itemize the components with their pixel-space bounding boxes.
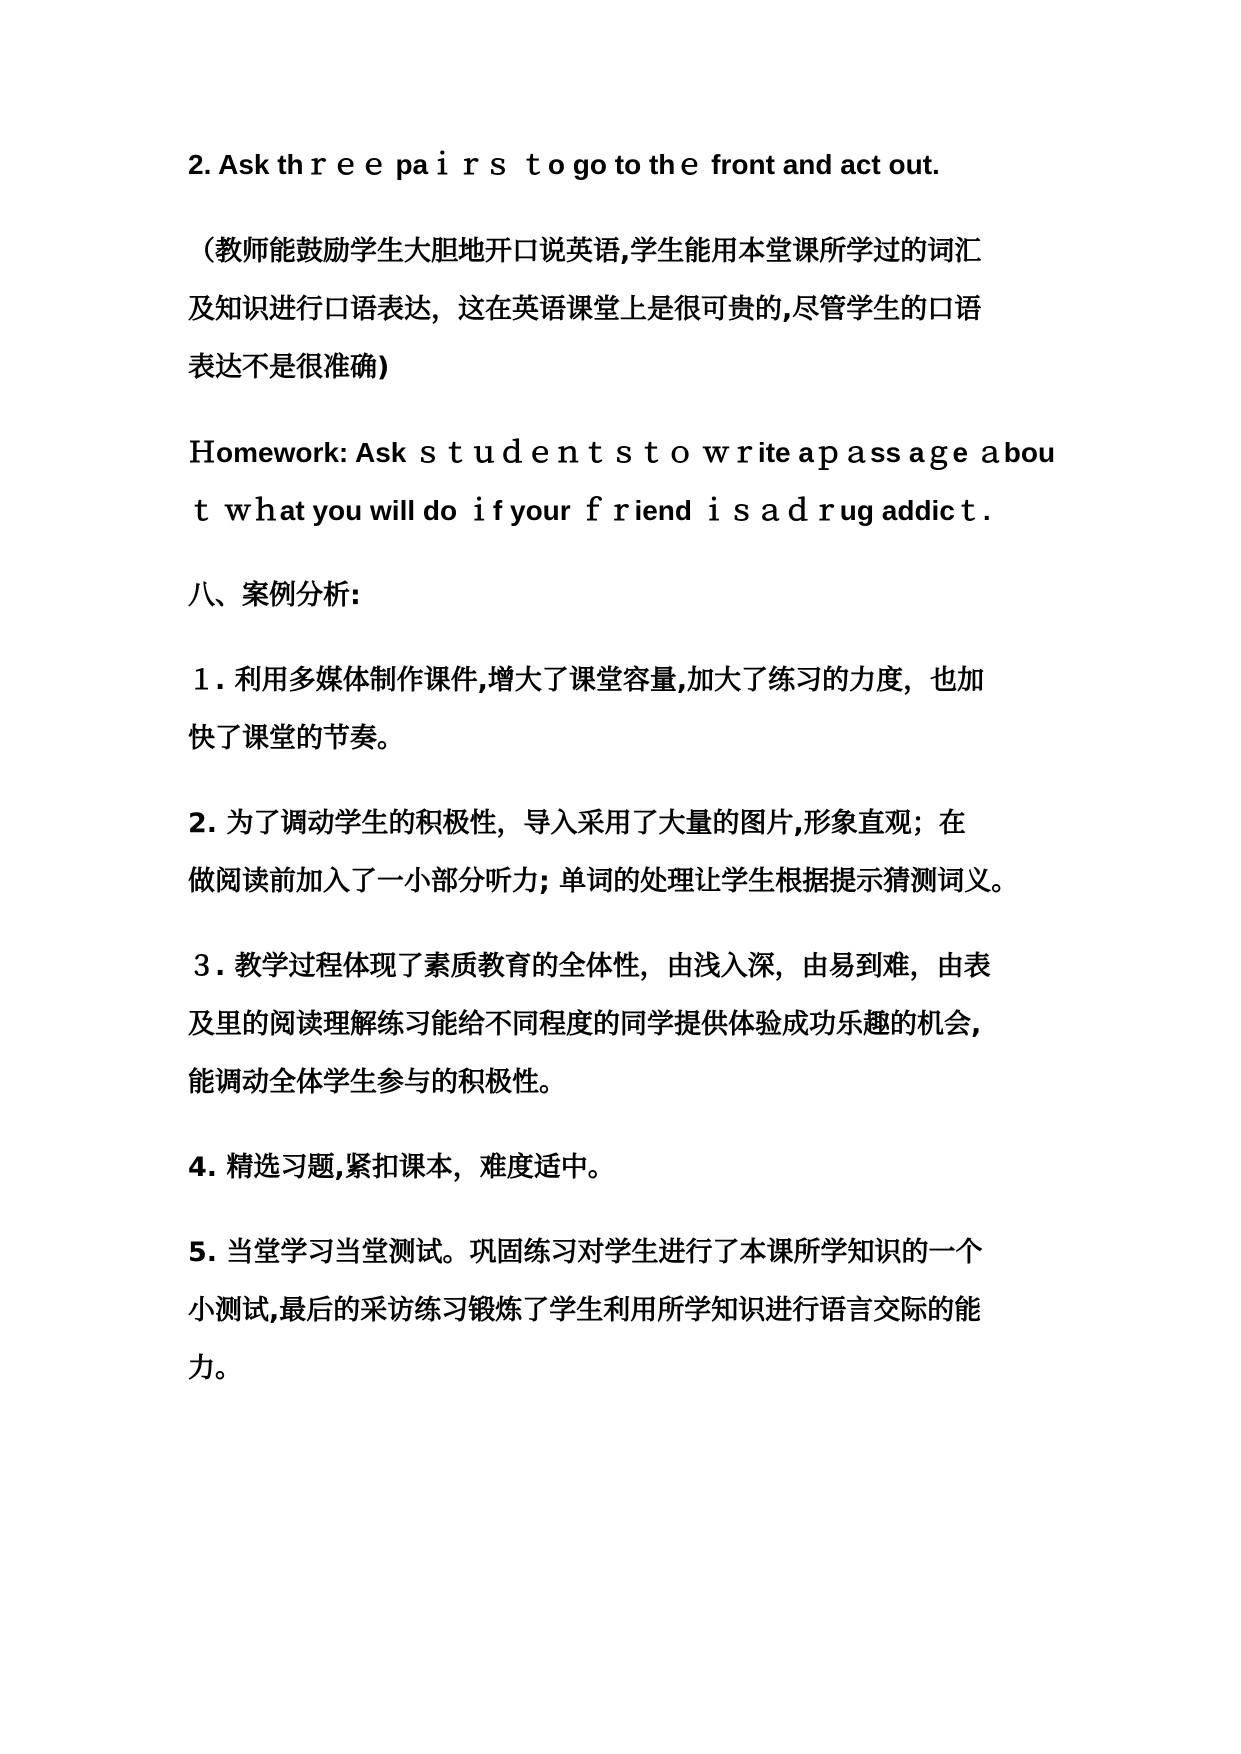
teacher-comment-line-2: 及知识进行口语表达，这在英语课堂上是很可贵的,尽管学生的口语 bbox=[188, 294, 982, 325]
teacher-comment-line-3: 表达不是很准确) bbox=[188, 352, 390, 383]
teacher-comment-line-1: （教师能鼓励学生大胆地开口说英语,学生能用本堂课所学过的词汇 bbox=[188, 236, 982, 267]
analysis-item-3-line-1: ３. 教学过程体现了素质教育的全体性，由浅入深，由易到难，由表 bbox=[188, 951, 991, 982]
analysis-item-1-line-1: １. 利用多媒体制作课件,增大了课堂容量,加大了练习的力度，也加 bbox=[188, 665, 985, 696]
analysis-item-2-line-1: 2. 为了调动学生的积极性，导入采用了大量的图片,形象直观；在 bbox=[188, 808, 966, 839]
analysis-item-3-line-2: 及里的阅读理解练习能给不同程度的同学提供体验成功乐趣的机会, bbox=[188, 1009, 982, 1040]
homework-line-1: Ｈomework: Ask ｓｔｕｄｅｎｔｓｔｏ ｗｒite aｐａss aｇe ａbou bbox=[188, 437, 1056, 468]
analysis-item-5-line-2: 小测试,最后的采访练习锻炼了学生利用所学知识进行语言交际的能 bbox=[188, 1295, 982, 1326]
analysis-item-2-line-2: 做阅读前加入了一小部分听力; 单词的处理让学生根据提示猜测词义。 bbox=[188, 866, 1019, 897]
analysis-item-4-line-1: 4. 精选习题,紧扣课本，难度适中。 bbox=[188, 1152, 615, 1183]
analysis-item-5-line-3: 力。 bbox=[188, 1353, 242, 1384]
homework-line-2: ｔ ｗｈat you will do ｉf your ｆｒiend ｉｓａｄｒug addicｔ. bbox=[188, 495, 991, 526]
section-heading: 八、案例分析: bbox=[188, 580, 361, 611]
activity-step-2-line: 2. Ask thｒｅｅ paｉｒｓ ｔo go to thｅ front and act out. bbox=[188, 149, 940, 180]
analysis-item-3-line-3: 能调动全体学生参与的积极性。 bbox=[188, 1067, 566, 1098]
analysis-item-1-line-2: 快了课堂的节奏。 bbox=[188, 723, 404, 754]
analysis-item-5-line-1: 5. 当堂学习当堂测试。巩固练习对学生进行了本课所学知识的一个 bbox=[188, 1237, 983, 1268]
